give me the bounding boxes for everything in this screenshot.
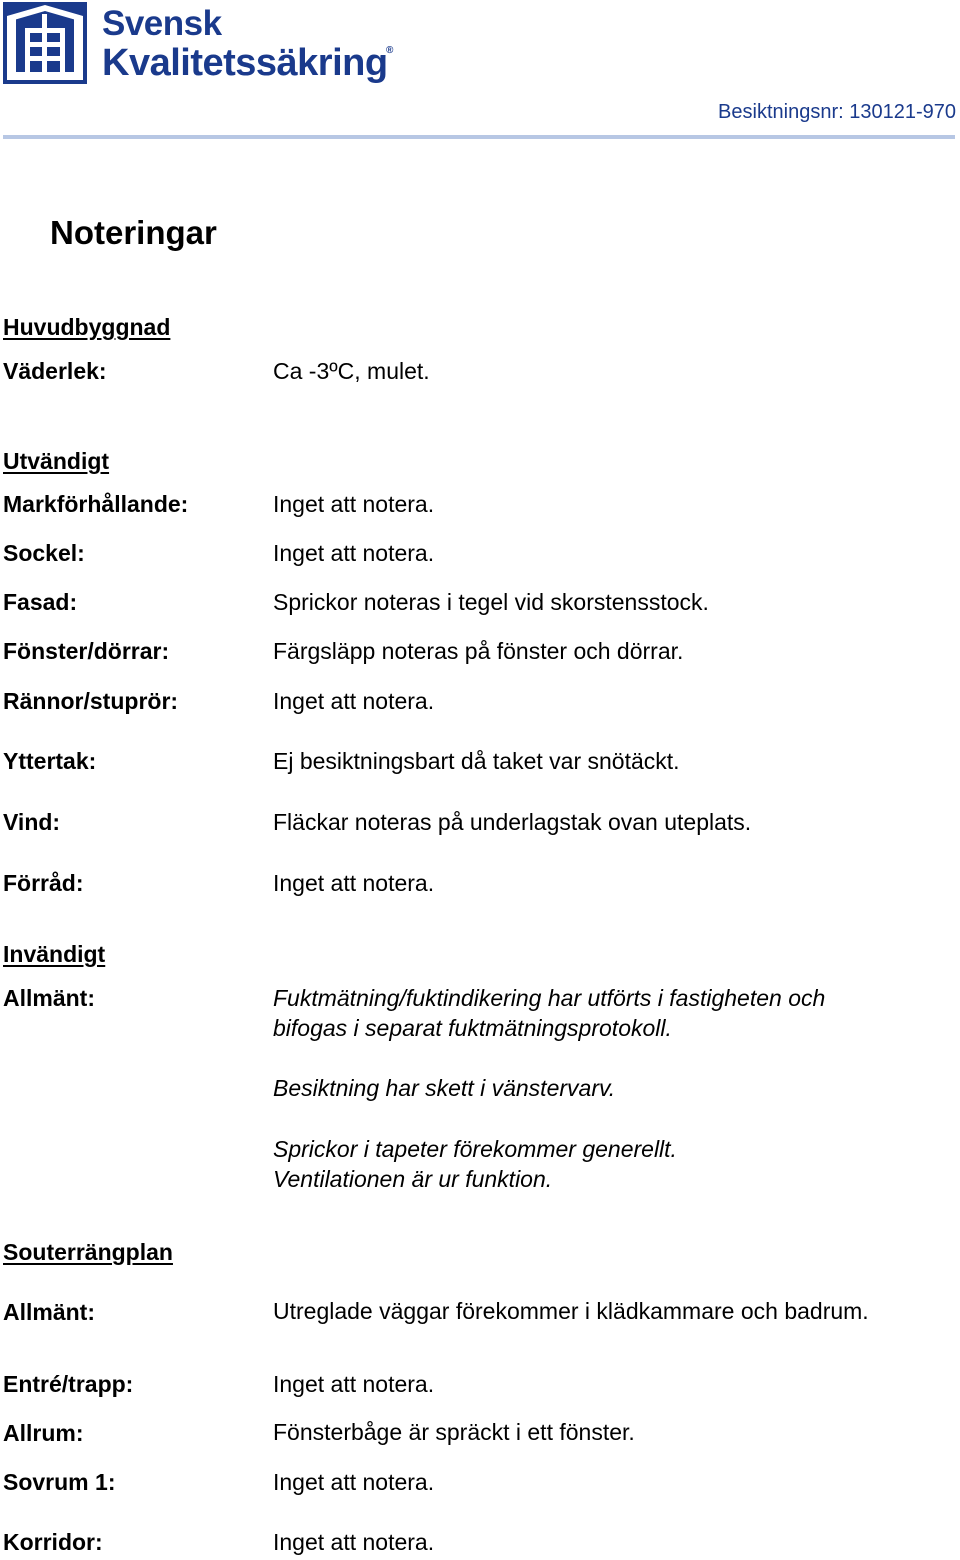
row-label: Allmänt: — [3, 1299, 95, 1325]
header-divider — [3, 135, 955, 139]
row-value: Fönsterbåge är spräckt i ett fönster. — [273, 1419, 635, 1445]
row-value: Fläckar noteras på underlagstak ovan uteplats. — [273, 809, 752, 835]
section-heading-invandigt: Invändigt — [3, 941, 106, 967]
row-label: Vind: — [3, 809, 61, 835]
section-heading-souterrangplan: Souterrängplan — [3, 1239, 173, 1265]
row-value: Sprickor noteras i tegel vid skorstensstock. — [273, 589, 709, 615]
row-value: Färgsläpp noteras på fönster och dörrar. — [273, 638, 684, 664]
logo-text-line1: Svensk — [102, 4, 222, 43]
row-value: Ej besiktningsbart då taket var snötäckt. — [273, 748, 680, 774]
row-label: Fasad: — [3, 589, 78, 615]
section-heading-huvudbyggnad: Huvudbyggnad — [3, 314, 171, 340]
note-line: Sprickor i tapeter förekommer generellt. — [273, 1136, 677, 1162]
page-title: Noteringar — [50, 214, 217, 251]
row-label: Korridor: — [3, 1529, 103, 1555]
row-value: Inget att notera. — [273, 540, 435, 566]
row-value: Inget att notera. — [273, 688, 435, 714]
section-heading-utvandigt: Utvändigt — [3, 448, 110, 474]
note-line: Fuktmätning/fuktindikering har utförts i fastigheten och — [273, 985, 826, 1011]
row-label: Markförhållande: — [3, 491, 189, 517]
house-grid-icon — [3, 2, 87, 84]
row-label: Entré/trapp: — [3, 1371, 134, 1397]
row-value: Inget att notera. — [273, 491, 435, 517]
row-value: Inget att notera. — [273, 870, 435, 896]
row-value: Inget att notera. — [273, 1529, 435, 1555]
row-label: Allmänt: — [3, 985, 95, 1011]
row-value: Utreglade väggar förekommer i klädkammare och badrum. — [273, 1298, 869, 1324]
note-line: bifogas i separat fuktmätningsprotokoll. — [273, 1015, 672, 1041]
row-value: Ca -3ºC, mulet. — [273, 358, 430, 384]
note-line: Ventilationen är ur funktion. — [273, 1166, 553, 1192]
logo-text-line2: Kvalitetssäkring — [102, 42, 388, 84]
row-label: Väderlek: — [3, 358, 107, 384]
row-label: Yttertak: — [3, 748, 97, 774]
row-label: Sockel: — [3, 540, 85, 566]
inspection-number: Besiktningsnr: 130121-970 — [718, 101, 956, 123]
row-label: Sovrum 1: — [3, 1469, 116, 1495]
row-value: Inget att notera. — [273, 1469, 435, 1495]
row-label: Fönster/dörrar: — [3, 638, 170, 664]
note-line: Besiktning har skett i vänstervarv. — [273, 1075, 616, 1101]
row-label: Förråd: — [3, 870, 84, 896]
row-label: Rännor/stuprör: — [3, 688, 179, 714]
row-label: Allrum: — [3, 1420, 84, 1446]
registered-mark: ® — [386, 45, 394, 56]
row-value: Inget att notera. — [273, 1371, 435, 1397]
